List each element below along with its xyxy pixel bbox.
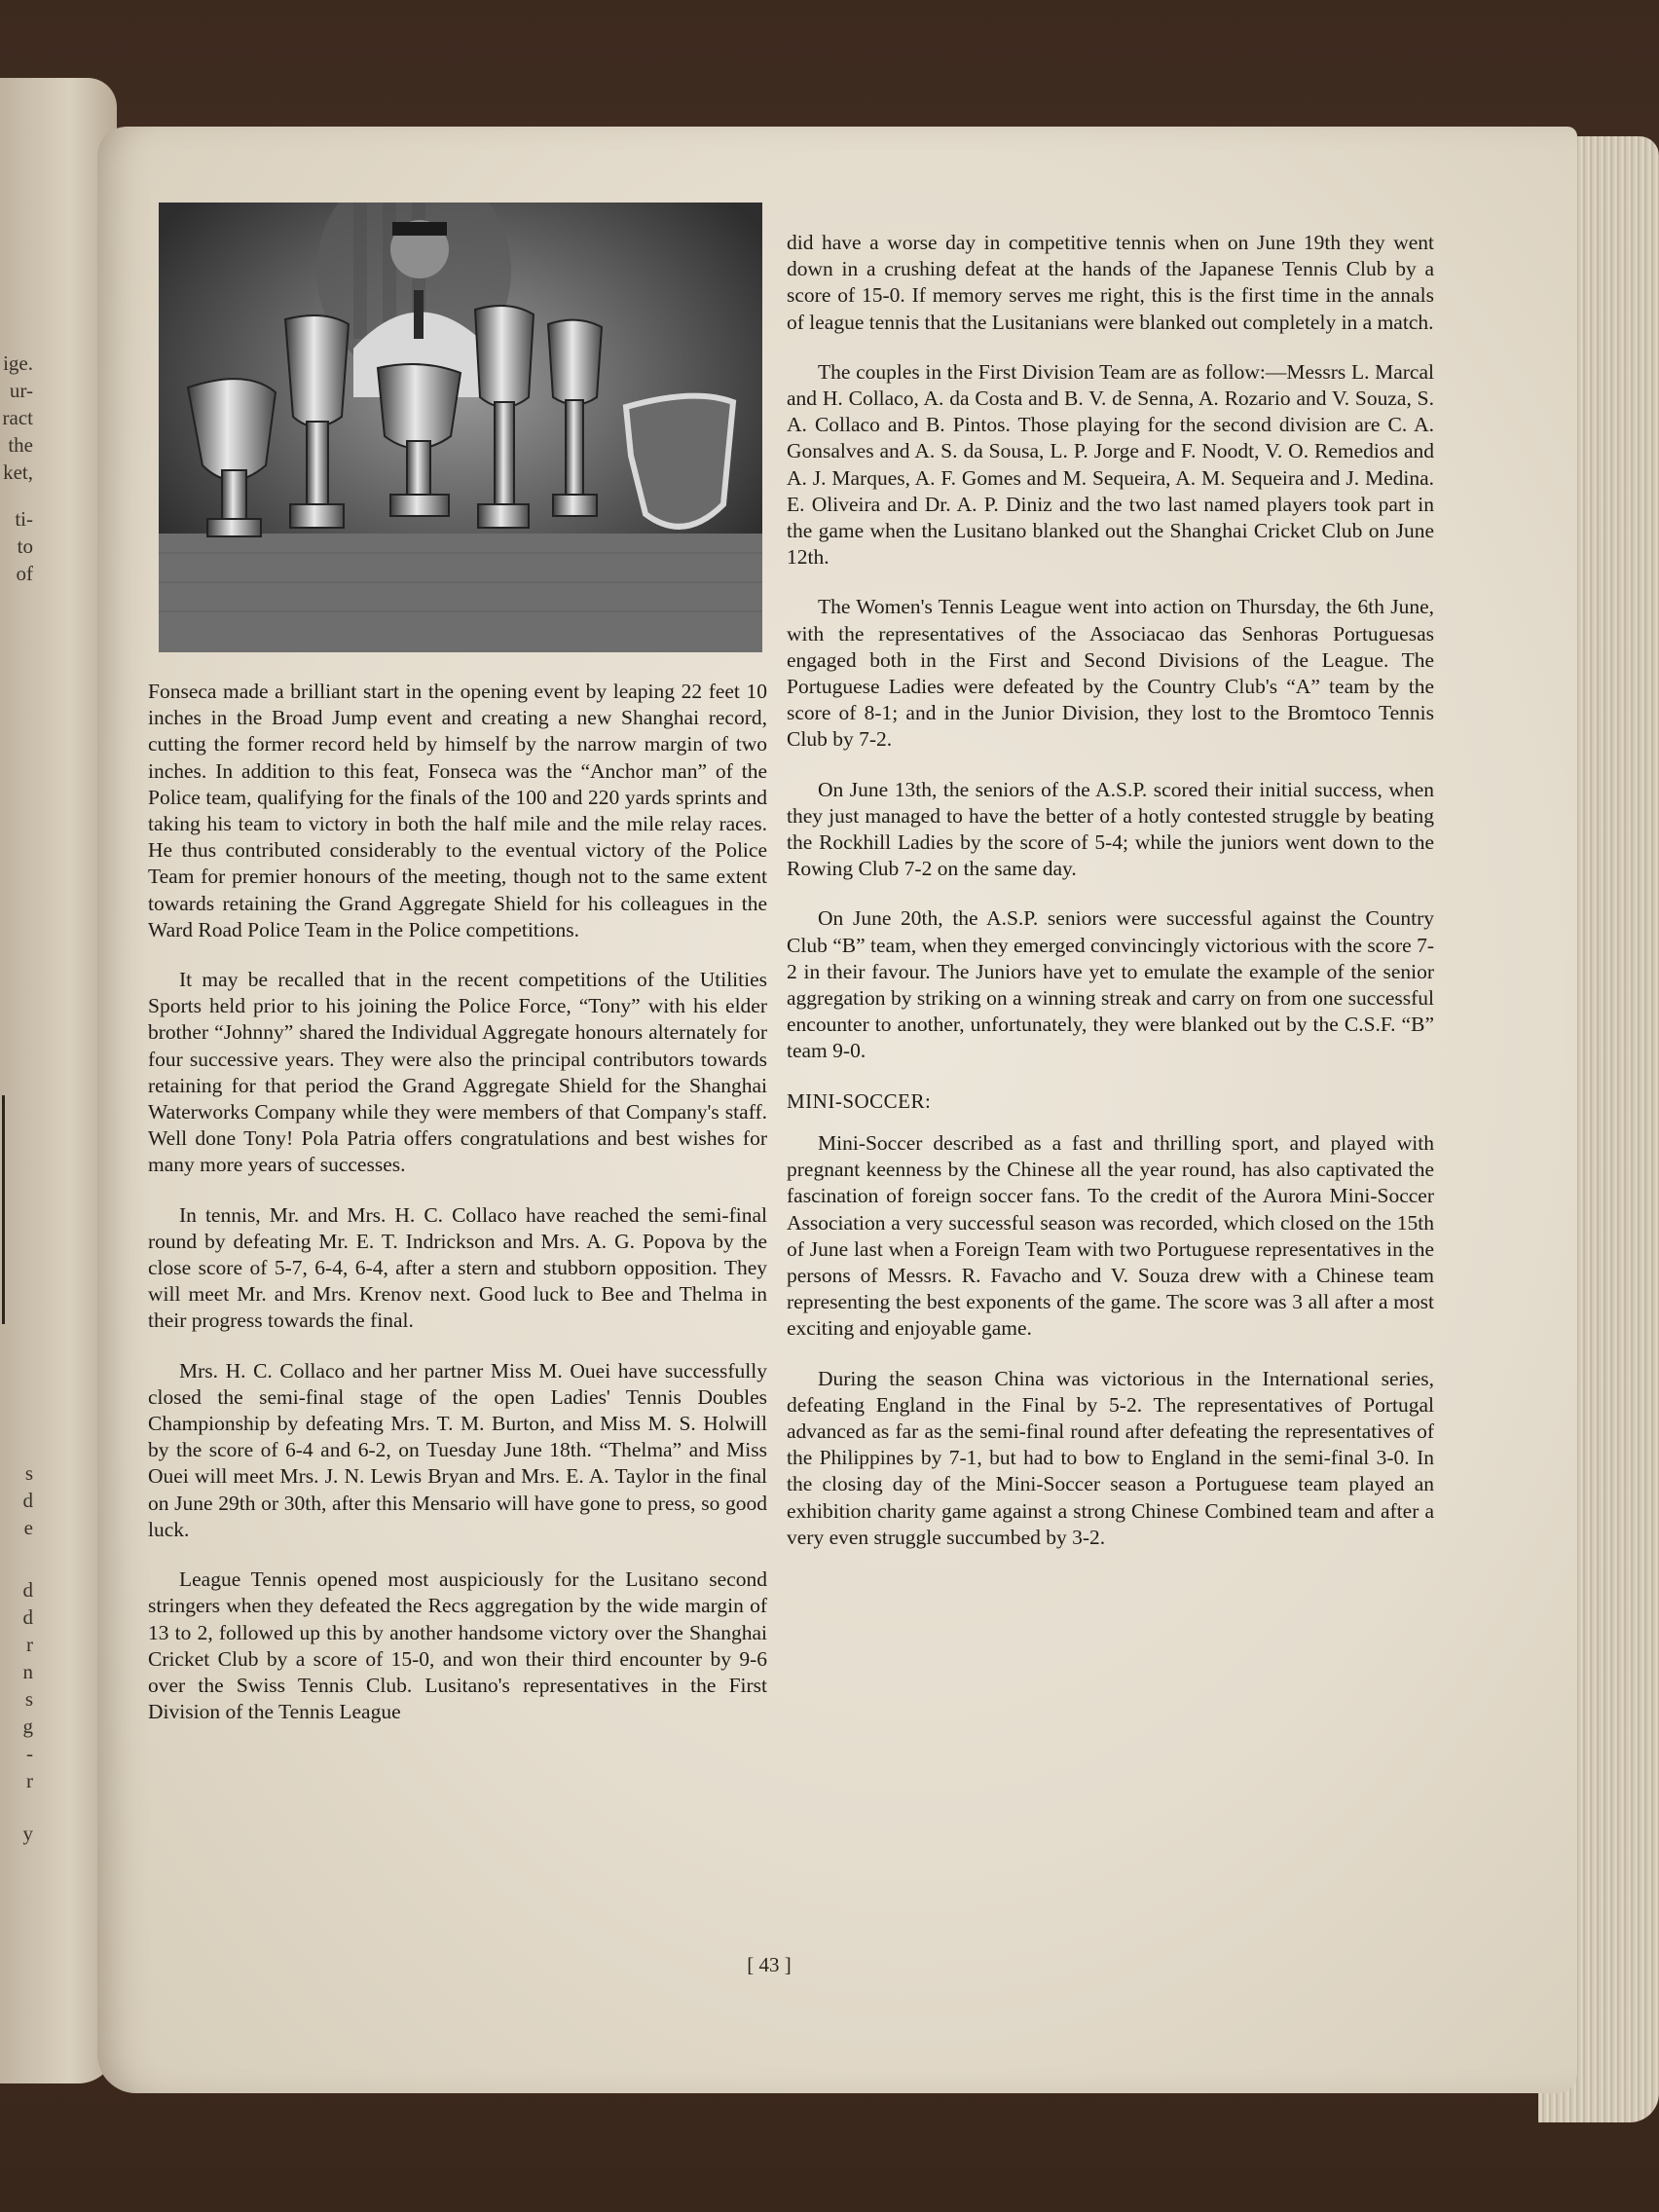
right-text-column <box>787 230 1434 1574</box>
article-paragraph: The couples in the First Division Team are as follow:—Messrs L. Marcal and H. Collaco, A. da Costa and B. V. de Senna, A. Rozario and V. Souza, S. A. Collaco and B. Pintos. Those playing for the second division are C. A. Gonsalves and A. S. da Sousa, L. P. Jorge and F. Noodt, V. O. Remedios and A. J. Marques, A. F. Gomes and M. Sequeira, A. M. Sequeira and J. Medina. E. Oliveira and Dr. A. P. Diniz and the two last named players took part in the game when the Lusitano blanked out the Shanghai Cricket Club on June 12th. <box>787 359 1434 570</box>
previous-page-fragment: of <box>16 562 33 585</box>
previous-page-fragment: s <box>24 1687 33 1711</box>
section-heading: MINI-SOCCER: <box>787 1088 932 1113</box>
previous-page-fragment: ur- <box>9 379 33 402</box>
article-paragraph: The Women's Tennis League went into action on Thursday, the 6th June, with the representatives of the Associacao das Senhoras Portuguesas engaged both in the First and Second Divisions of the League. The Portuguese Ladies were defeated by the Country Club's “A” team by the score of 8-1; and in the Junior Division, they lost to the Bromtoco Tennis Club by 7-2. <box>787 595 1434 752</box>
previous-page-fragment: ket, <box>3 461 33 484</box>
previous-page-fragment: d <box>22 1578 33 1602</box>
previous-page-fragment: y <box>22 1822 33 1845</box>
trophies-photo <box>159 203 762 652</box>
trophies-photo-illustration <box>159 203 762 652</box>
article-paragraph: In tennis, Mr. and Mrs. H. C. Collaco have reached the semi-final round by defeating Mr. E. T. Indrickson and Mrs. A. G. Popova by the close score of 5-7, 6-4, 6-4, after a stern and stubborn opposition. They will meet Mr. and Mrs. Krenov next. Good luck to Bee and Thelma in their progress towards the final. <box>148 1202 767 1333</box>
previous-page-fragment: ract <box>2 406 33 429</box>
previous-page-fragment: n <box>22 1660 33 1683</box>
previous-page-fragment: r <box>26 1769 33 1792</box>
page-number: [ 43 ] <box>747 1953 792 1976</box>
previous-page-fragment: e <box>23 1516 33 1539</box>
article-paragraph: It may be recalled that in the recent competitions of the Utilities Sports held prior to his joining the Police Force, “Tony” with his elder brother “Johnny” shared the Individual Aggregate honours alternately for four successive years. They were also the principal contributors towards retaining for that period the Grand Aggregate Shield for the Shanghai Waterworks Company while they were members of that Company's staff. Well done Tony! Pola Patria offers congratulations and best wishes for many more years of successes. <box>148 968 767 1177</box>
previous-page-fragment: d <box>22 1489 33 1512</box>
article-paragraph: did have a worse day in competitive tennis when on June 19th they went down in a crushing defeat at the hands of the Japanese Tennis Club by a score of 15-0. If memory serves me right, this is the first time in the annals of league tennis that the Lusitanians were blanked out completely in a match. <box>787 231 1434 334</box>
previous-page-fragment: - <box>26 1742 33 1765</box>
article-paragraph: On June 13th, the seniors of the A.S.P. scored their initial success, when they just managed to have the better of a hotly contested struggle by beating the Rockhill Ladies by the score of 5-4; while the juniors went down to the Rowing Club 7-2 on the same day. <box>787 777 1434 881</box>
article-paragraph: League Tennis opened most auspiciously for the Lusitano second stringers when they defeated the Recs aggregation by the wide margin of 13 to 2, followed up this by another handsome victory over the Shanghai Cricket Club by a score of 15-0, and won their third encounter by 9-6 over the Swiss Tennis Club. Lusitano's representatives in the First Division of the Tennis League <box>148 1567 767 1724</box>
previous-page-fragment: g <box>22 1714 33 1738</box>
previous-page-fragment: to <box>17 535 33 558</box>
previous-page-fragment: ti- <box>15 507 33 531</box>
article-paragraph: Mini-Soccer described as a fast and thrilling sport, and played with pregnant keenness by the Chinese all the year round, has also captivated the fascination of foreign soccer fans. To the credit of the Aurora Mini-Soccer Association a very successful season was recorded, which closed on the 15th of June last when a Foreign Team with two Portuguese representatives in the persons of Messrs. R. Favacho and V. Souza drew with a Chinese team representing the best exponents of the game. The score was 3 all after a most exciting and enjoyable game. <box>787 1130 1434 1341</box>
article-paragraph: Mrs. H. C. Collaco and her partner Miss M. Ouei have successfully closed the semi-final stage of the open Ladies' Tennis Doubles Championship by defeating Mrs. T. M. Burton, and Miss M. S. Holwill by the score of 6-4 and 6-2, on Tuesday June 18th. “Thelma” and Miss Ouei will meet Mrs. J. N. Lewis Bryan and Mrs. E. A. Taylor in the final on June 29th or 30th, after this Mensario will have gone to press, so good luck. <box>148 1358 767 1541</box>
article-paragraph: On June 20th, the A.S.P. seniors were successful against the Country Club “B” team, when they emerged convincingly victorious with the score 7-2 in their favour. The Juniors have yet to emulate the example of the senior aggregation by striking on a winning streak and carry on from one successful encounter to another, unfortunately, they were blanked out by the C.S.F. “B” team 9-0. <box>787 906 1434 1063</box>
previous-page-fragment: r <box>26 1633 33 1656</box>
previous-page-fragment: the <box>8 433 33 457</box>
previous-page-fragment: ige. <box>3 351 33 375</box>
previous-page-rule <box>2 1095 5 1324</box>
left-text-column <box>148 679 767 1749</box>
previous-page-fragment: d <box>22 1605 33 1629</box>
article-paragraph: Fonseca made a brilliant start in the opening event by leaping 22 feet 10 inches in the Broad Jump event and creating a new Shanghai record, cutting the former record held by himself by the narrow margin of two inches. In addition to this feat, Fonseca was the “Anchor man” of the Police team, qualifying for the finals of the 100 and 220 yards sprints and taking his team to victory in both the half mile and the mile relay races. He thus contributed considerably to the eventual victory of the Police Team for premier honours of the meeting, though not to the same extent towards retaining the Grand Aggregate Shield for his colleagues in the Ward Road Police Team in the Police competitions. <box>148 680 767 941</box>
previous-page-fragment: s <box>24 1461 33 1485</box>
article-paragraph: During the season China was victorious in the International series, defeating England in the Final by 5-2. The representatives of Portugal advanced as far as the semi-final round after defeating the representatives of the Philippines by 7-1, but had to bow to England in the semi-final 3-0. In the closing day of the Mini-Soccer season a Portuguese team played an exhibition charity game against a strong Chinese Combined team and after a very even struggle succumbed by 3-2. <box>787 1366 1434 1549</box>
